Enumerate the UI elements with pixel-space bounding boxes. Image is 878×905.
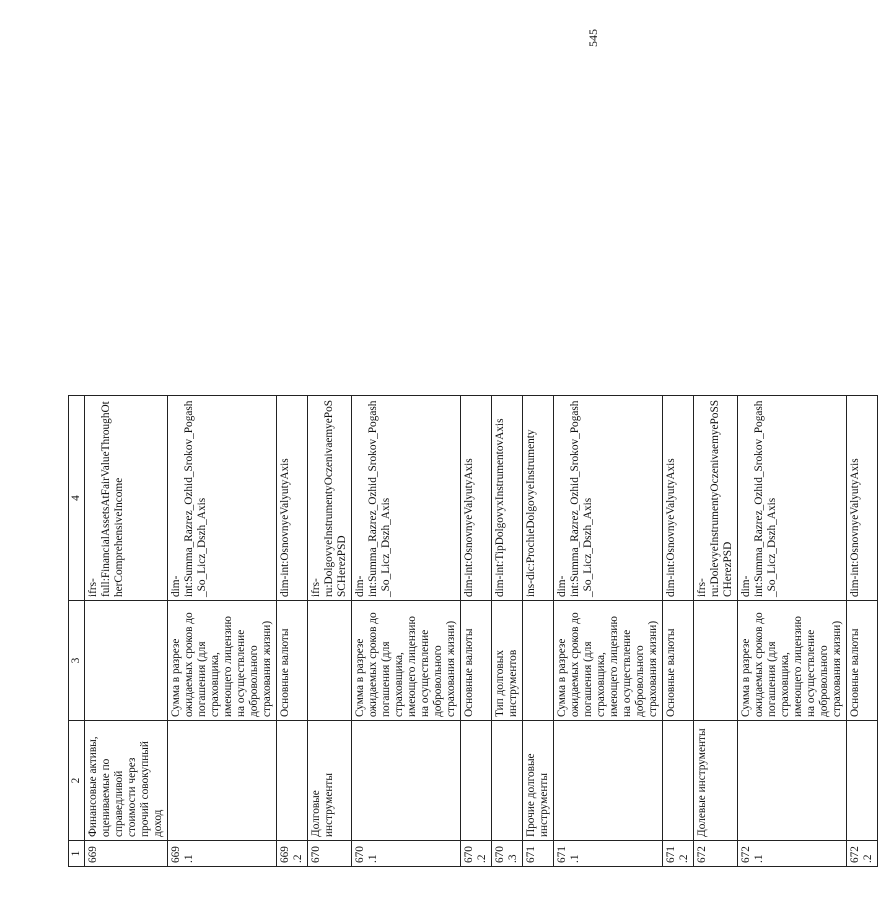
table-row [461,396,492,867]
item-name [352,721,461,841]
row-number: 671.2 [663,841,694,867]
item-description [523,601,554,721]
item-code: dim-int:OsnovnyeValyutyAxis [461,396,492,601]
item-description: Сумма в разрезе ожидаемых сроков до погашения (для страховщика, имеющего лицензию на осуществление добровольного страхования жизни) [352,601,461,721]
item-name [554,721,663,841]
table-row [694,396,738,867]
item-description: Основные валюты [847,601,878,721]
row-number: 670 [308,841,352,867]
column-header: 3 [69,601,85,721]
item-description: Сумма в разрезе ожидаемых сроков до погашения (для страховщика, имеющего лицензию на осуществление добровольного страхования жизни) [738,601,847,721]
row-number: 669.2 [277,841,308,867]
item-description: Сумма в разрезе ожидаемых сроков до погашения (для страховщика, имеющего лицензию на осуществление добровольного страхования жизни) [554,601,663,721]
item-name [492,721,523,841]
table-row [85,396,168,867]
item-code: dim-int:TipDolgovyxInstrumentovAxis [492,396,523,601]
table-row [738,396,847,867]
column-header: 2 [69,721,85,841]
item-code: ifrs-ru:DolgovyeInstrumentyOczenivaemyePoSSCHerezPSD [308,396,352,601]
table-row [847,396,878,867]
row-number: 670.2 [461,841,492,867]
table-row [554,396,663,867]
table-row [492,396,523,867]
item-description: Основные валюты [461,601,492,721]
item-name: Прочие долговые инструменты [523,721,554,841]
item-name [168,721,277,841]
taxonomy-table [68,395,878,867]
item-code: dim-int:Summa_Razrez_Ozhid_Srokov_Pogash_So_Licz_Dszh_Axis [168,396,277,601]
row-number: 671 [523,841,554,867]
item-name [847,721,878,841]
item-name [277,721,308,841]
row-number: 671.1 [554,841,663,867]
item-description: Основные валюты [277,601,308,721]
row-number: 669 [85,841,168,867]
table-row [352,396,461,867]
item-code: ifrs-full:FinancialAssetsAtFairValueThroughOtherComprehensiveIncome [85,396,168,601]
item-code: ifrs-ru:DolevyeInstrumentyOczenivaemyePoSSCHerezPSD [694,396,738,601]
row-number: 670.1 [352,841,461,867]
table-row [308,396,352,867]
item-code: dim-int:OsnovnyeValyutyAxis [663,396,694,601]
table-row [168,396,277,867]
page-number: 545 [586,29,600,47]
item-code: dim-int:Summa_Razrez_Ozhid_Srokov_Pogash_So_Licz_Dszh_Axis [352,396,461,601]
item-name: Финансовые активы, оцениваемые по справедливой стоимости через прочий совокупный доход [85,721,168,841]
item-name [663,721,694,841]
table-header-row [69,396,85,867]
item-description: Основные валюты [663,601,694,721]
item-name: Долговые инструменты [308,721,352,841]
item-description: Сумма в разрезе ожидаемых сроков до погашения (для страховщика, имеющего лицензию на осуществление добровольного страхования жизни) [168,601,277,721]
item-description: Тип долговых инструментов [492,601,523,721]
row-number: 672 [694,841,738,867]
row-number: 670.3 [492,841,523,867]
item-code: dim-int:OsnovnyeValyutyAxis [847,396,878,601]
item-name [461,721,492,841]
table-row [277,396,308,867]
row-number: 672.2 [847,841,878,867]
item-code: ins-dic:ProchieDolgovyeInstrumenty [523,396,554,601]
table-body [85,396,878,867]
item-code: dim-int:OsnovnyeValyutyAxis [277,396,308,601]
item-name [738,721,847,841]
item-code: dim-int:Summa_Razrez_Ozhid_Srokov_Pogash_So_Licz_Dszh_Axis [554,396,663,601]
column-header: 4 [69,396,85,601]
table-row [663,396,694,867]
item-description [308,601,352,721]
column-header: 1 [69,841,85,867]
row-number: 672.1 [738,841,847,867]
table-row [523,396,554,867]
item-description [694,601,738,721]
item-description [85,601,168,721]
item-name: Долевые инструменты [694,721,738,841]
item-code: dim-int:Summa_Razrez_Ozhid_Srokov_Pogash_So_Licz_Dszh_Axis [738,396,847,601]
row-number: 669.1 [168,841,277,867]
